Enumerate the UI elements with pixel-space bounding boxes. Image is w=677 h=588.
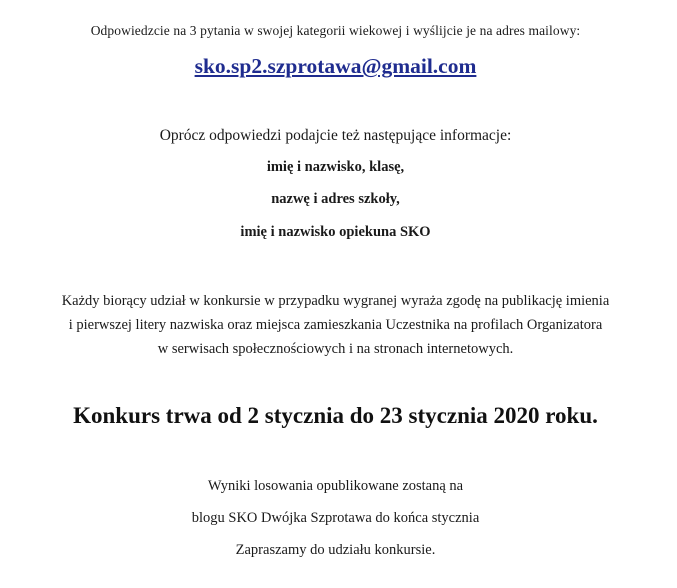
consent-line: Każdy biorący udział w konkursie w przypadku wygranej wyraża zgodę na publikację imienia: [61, 293, 610, 309]
results-line: Wyniki losowania opublikowane zostaną na: [207, 478, 464, 494]
required-item-name-class: imię i nazwisko, klasę,: [266, 159, 405, 175]
required-item-supervisor: imię i nazwisko opiekuna SKO: [240, 224, 431, 240]
consent-line: i pierwszej litery nazwiska oraz miejsca zamieszkania Uczestnika na profilach Organizatora: [68, 317, 603, 333]
contest-dates-headline: Konkurs trwa od 2 stycznia do 23 stycznia 2020 roku.: [73, 403, 598, 428]
intro-text: Odpowiedzcie na 3 pytania w swojej kategorii wiekowej i wyślijcie je na adres mailowy:: [90, 23, 581, 38]
email-link[interactable]: sko.sp2.szprotawa@gmail.com: [194, 54, 477, 78]
invitation-line: Zapraszamy do udziału konkursie.: [235, 542, 436, 558]
info-heading: Oprócz odpowiedzi podajcie też następujące informacje:: [159, 127, 512, 144]
consent-line: w serwisach społecznościowych i na stronach internetowych.: [157, 341, 514, 357]
required-item-school: nazwę i adres szkoły,: [271, 191, 400, 207]
results-line: blogu SKO Dwójka Szprotawa do końca stycznia: [191, 510, 480, 526]
